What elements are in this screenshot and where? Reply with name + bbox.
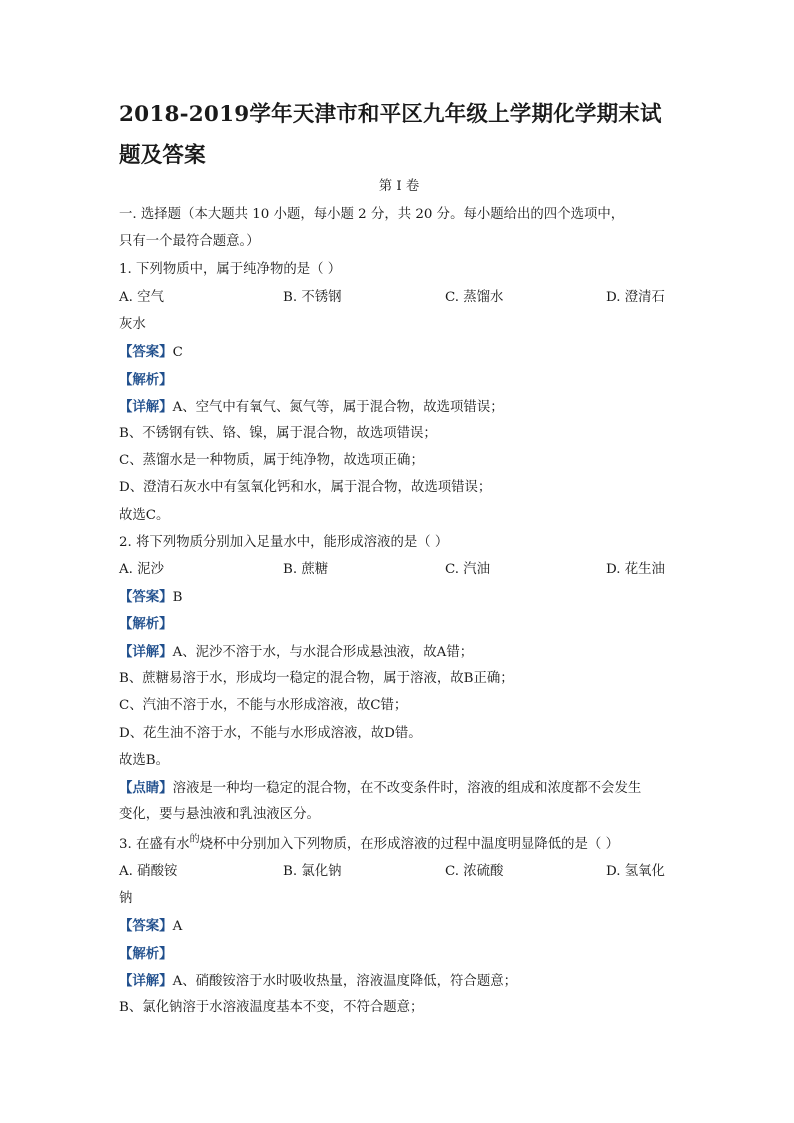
q3-answer: A xyxy=(172,919,183,934)
q2-option-b: B. 蔗糖 xyxy=(283,562,329,577)
q2-answer: B xyxy=(172,590,183,605)
q2-detail-line: A、泥沙不溶于水，与水混合形成悬浊液，故A错； xyxy=(172,645,474,660)
analysis-label: 【解析】 xyxy=(119,616,173,632)
q3-option-c: C. 浓硫酸 xyxy=(445,864,504,879)
q1-option-wrap: 灰水 xyxy=(119,317,146,332)
answer-label: 【答案】 xyxy=(119,344,173,360)
q3-option-wrap: 钠 xyxy=(119,891,133,906)
q3-option-b: B. 氯化钠 xyxy=(283,864,342,879)
q1-detail-line: D、澄清石灰水中有氢氧化钙和水，属于混合物，故选项错误； xyxy=(119,480,492,495)
detail-label: 【详解】 xyxy=(119,973,173,989)
q2-comment-line: 溶液是一种均一稳定的混合物，在不改变条件时，溶液的组成和浓度都不会发生 xyxy=(172,781,642,796)
q1-detail-line: A、空气中有氧气、氮气等，属于混合物，故选项错误； xyxy=(172,400,504,415)
q3-detail-line: A、硝酸铵溶于水时吸收热量，溶液温度降低，符合题意； xyxy=(172,974,517,989)
analysis-label: 【解析】 xyxy=(119,372,173,388)
section-instructions-line2: 只有一个最符合题意。） xyxy=(119,234,260,249)
q3-stem xyxy=(119,836,619,855)
answer-label: 【答案】 xyxy=(119,918,173,934)
q1-detail-row xyxy=(119,398,504,417)
q2-stem: 2. 将下列物质分别加入足量水中，能形成溶液的是（ ） xyxy=(119,535,449,550)
q1-detail-line: B、不锈钢有铁、铬、镍，属于混合物，故选项错误； xyxy=(119,426,437,441)
q2-comment-row xyxy=(119,779,641,798)
q2-option-a: A. 泥沙 xyxy=(119,562,164,577)
document-title: 2018-2019学年天津市和平区九年级上学期化学期末试题及答案 xyxy=(119,102,662,168)
detail-label: 【详解】 xyxy=(119,399,173,415)
q2-detail-line: D、花生油不溶于水，不能与水形成溶液，故D错。 xyxy=(119,726,422,741)
q1-conclusion: 故选C。 xyxy=(119,508,170,523)
q3-stem-part: 烧杯中分别加入下列物质，在形成溶液的过程中温度明显降低的是（ ） xyxy=(199,837,619,852)
q2-detail-line: C、汽油不溶于水，不能与水形成溶液，故C错； xyxy=(119,698,408,713)
detail-label: 【详解】 xyxy=(119,644,173,660)
q3-option-a: A. 硝酸铵 xyxy=(119,864,178,879)
q2-answer-row xyxy=(119,588,182,607)
analysis-label: 【解析】 xyxy=(119,946,173,962)
volume-heading: 第 I 卷 xyxy=(378,179,420,194)
q2-detail-row xyxy=(119,643,473,662)
q1-stem: 1. 下列物质中，属于纯净物的是（ ） xyxy=(119,262,342,277)
answer-label: 【答案】 xyxy=(119,589,173,605)
q2-conclusion: 故选B。 xyxy=(119,753,170,768)
comment-label: 【点睛】 xyxy=(119,780,173,796)
q3-analysis-row xyxy=(119,945,173,964)
q3-option-d: D. 氢氧化 xyxy=(606,864,665,879)
q1-option-a: A. 空气 xyxy=(119,290,164,305)
section-instructions-line1: 一. 选择题（本大题共 10 小题，每小题 2 分，共 20 分。每小题给出的四个选项中， xyxy=(119,207,625,222)
q3-detail-line: B、氯化钠溶于水溶液温度基本不变，不符合题意； xyxy=(119,1000,424,1015)
q3-detail-row xyxy=(119,972,517,991)
q3-answer-row xyxy=(119,917,182,936)
q1-detail-line: C、蒸馏水是一种物质，属于纯净物，故选项正确； xyxy=(119,453,424,468)
q2-option-d: D. 花生油 xyxy=(606,562,665,577)
q1-answer-row xyxy=(119,343,183,362)
q3-stem-part: 3. 在盛有水 xyxy=(119,837,190,852)
q2-option-c: C. 汽油 xyxy=(445,562,491,577)
q1-option-c: C. 蒸馏水 xyxy=(445,290,504,305)
q2-detail-line: B、蔗糖易溶于水，形成均一稳定的混合物，属于溶液，故B正确； xyxy=(119,671,514,686)
q3-stem-superscript: 的 xyxy=(189,834,200,845)
q1-option-d: D. 澄清石 xyxy=(606,290,665,305)
q2-analysis-row xyxy=(119,615,173,634)
q1-analysis-row xyxy=(119,371,173,390)
q1-option-b: B. 不锈钢 xyxy=(283,290,342,305)
q2-comment-line: 变化，要与悬浊液和乳浊液区分。 xyxy=(119,807,320,822)
q1-answer: C xyxy=(172,345,183,360)
